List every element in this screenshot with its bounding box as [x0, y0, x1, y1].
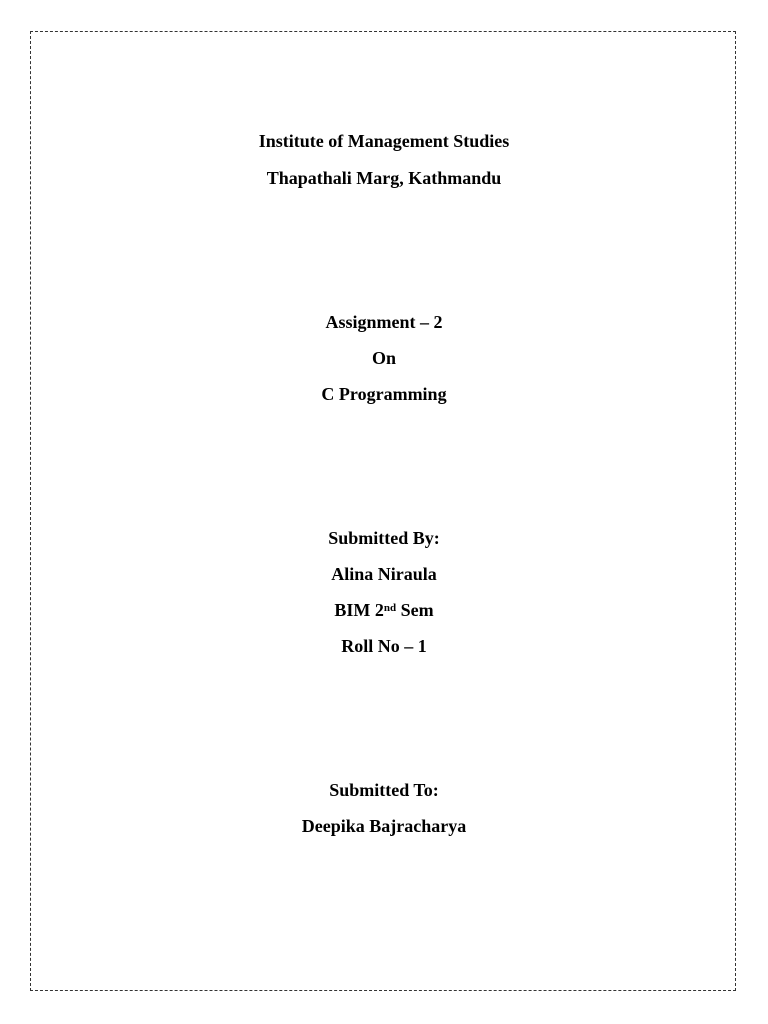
program-suffix: Sem — [396, 600, 434, 620]
institute-name: Institute of Management Studies — [258, 131, 510, 151]
assignment-subject: C Programming — [321, 384, 447, 404]
teacher-name: Deepika Bajracharya — [301, 816, 467, 836]
program-ordinal: nd — [383, 602, 397, 614]
student-program — [0, 599, 768, 621]
assignment-title: Assignment – 2 — [325, 312, 443, 332]
institute-address: Thapathali Marg, Kathmandu — [266, 168, 502, 188]
student-name: Alina Niraula — [331, 564, 437, 584]
assignment-on: On — [371, 348, 396, 368]
program-prefix: BIM 2 — [334, 600, 384, 620]
submitted-by-label: Submitted By: — [328, 528, 440, 548]
submitted-to-label: Submitted To: — [329, 780, 439, 800]
student-roll: Roll No – 1 — [341, 636, 427, 656]
